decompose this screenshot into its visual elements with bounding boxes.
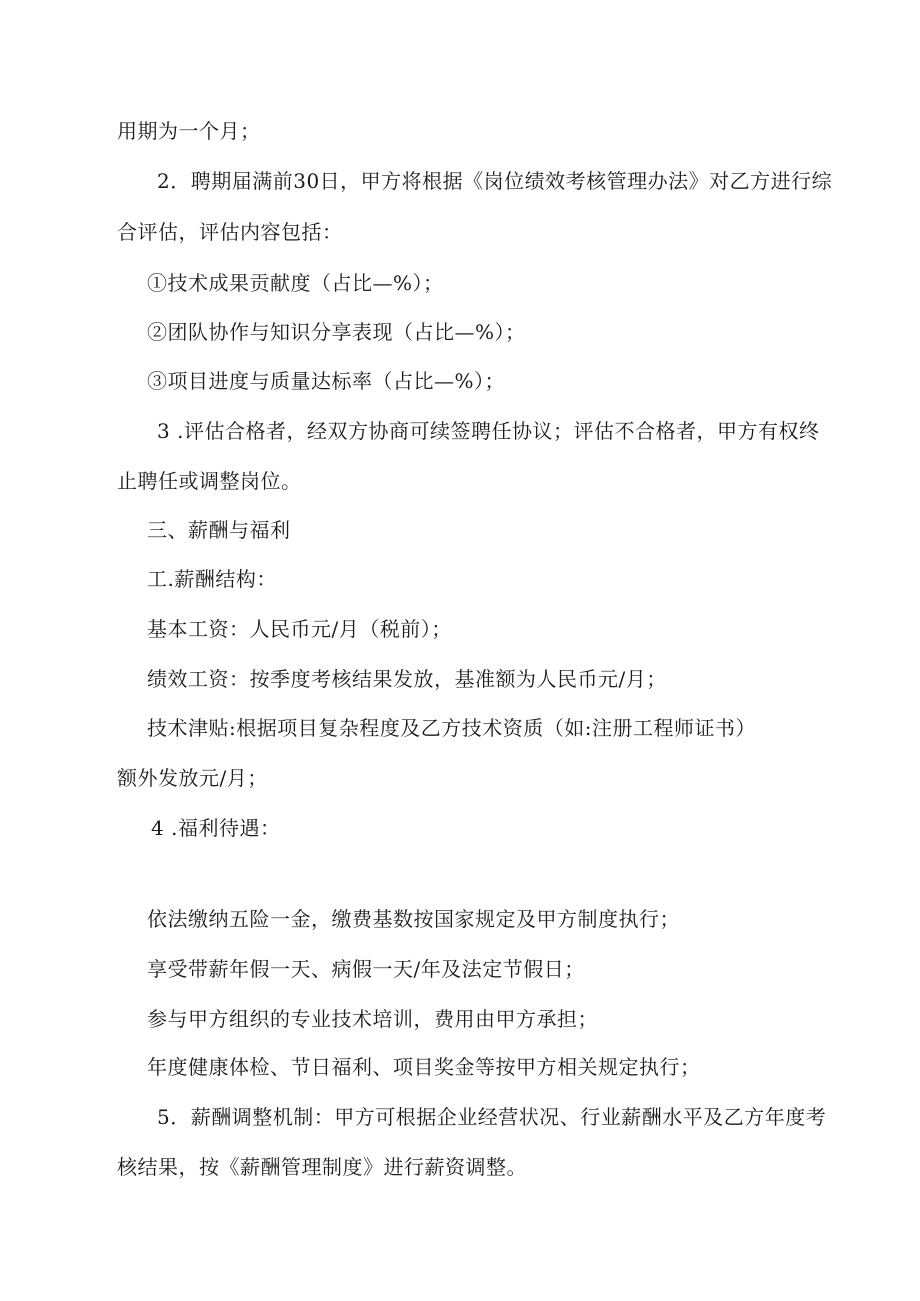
text-line: 4 .福利待遇： bbox=[151, 816, 281, 840]
text-line: ①技术成果贡献度（占比—%）； bbox=[147, 271, 444, 295]
text-line: 年度健康体检、节日福利、项目奖金等按甲方相关规定执行； bbox=[147, 1055, 701, 1079]
text-line: 3 .评估合格者，经双方协商可续签聘任协议；评估不合格者，甲方有权终 bbox=[157, 419, 820, 443]
text-line: 止聘任或调整岗位。 bbox=[117, 469, 302, 493]
text-line: 技术津贴:根据项目复杂程度及乙方技术资质（如:注册工程师证书） bbox=[147, 716, 756, 740]
text-line: 核结果，按《薪酬管理制度》进行薪资调整。 bbox=[117, 1155, 527, 1179]
text-line: ②团队协作与知识分享表现（占比—%）； bbox=[147, 320, 526, 344]
text-line: 享受带薪年假一天、病假一天/年及法定节假日； bbox=[147, 957, 585, 981]
text-line: 依法缴纳五险一金，缴费基数按国家规定及甲方制度执行； bbox=[147, 907, 680, 931]
text-line: 合评估，评估内容包括： bbox=[117, 220, 343, 244]
text-line: 额外发放元/月； bbox=[117, 766, 268, 790]
text-line: ③项目进度与质量达标率（占比—%）； bbox=[147, 369, 506, 393]
text-line: 2．聘期届满前30日，甲方将根据《岗位绩效考核管理办法》对乙方进行综 bbox=[157, 169, 833, 193]
text-line: 绩效工资：按季度考核结果发放，基准额为人民币元/月； bbox=[147, 667, 667, 691]
section-heading: 三、薪酬与福利 bbox=[147, 518, 291, 542]
text-line: 工.薪酬结构： bbox=[147, 567, 277, 591]
text-line: 5．薪酬调整机制：甲方可根据企业经营状况、行业薪酬水平及乙方年度考 bbox=[157, 1105, 827, 1129]
text-line: 用期为一个月； bbox=[117, 119, 261, 143]
text-line: 基本工资：人民币元/月（税前）； bbox=[147, 617, 452, 641]
text-line: 参与甲方组织的专业技术培训，费用由甲方承担； bbox=[147, 1007, 598, 1031]
